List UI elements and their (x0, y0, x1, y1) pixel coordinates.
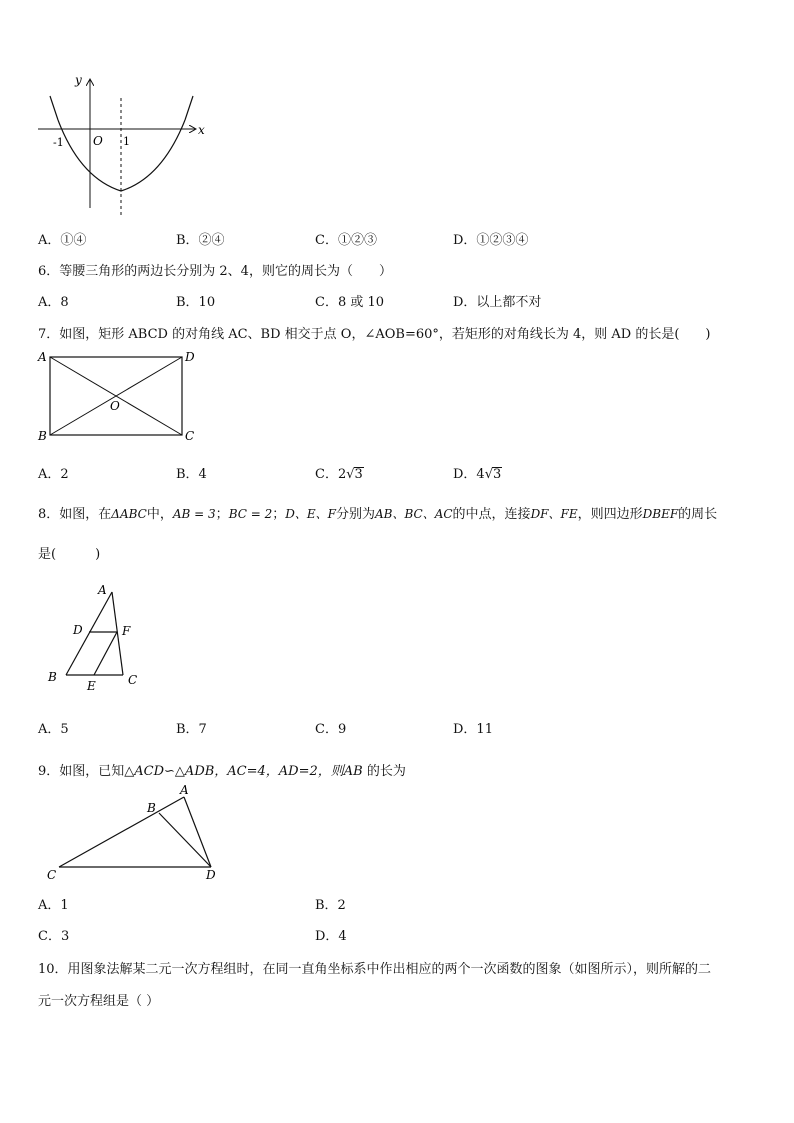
origin-label: O (93, 134, 103, 148)
q10-question-line1: 10．用图象法解某二元一次方程组时，在同一直角坐标系中作出相应的两个一次函数的图象（如图所示），则所解的二 (38, 962, 712, 977)
q5-option-b[interactable]: B．②④ (176, 233, 225, 248)
vertex-c-label: C (47, 868, 57, 882)
vertex-b-label: B (38, 429, 47, 443)
q10-question-line2: 元一次方程组是（ ） (38, 994, 160, 1009)
segment-fe (94, 632, 117, 675)
q8-question-line1: 8．如图，在ΔABC中，AB = 3；BC = 2；D、E、F分别为AB、BC、AC的中点，连接DF、FE，则四边形DBEF的周长 (38, 507, 718, 522)
one-label: 1 (123, 135, 130, 148)
q5-option-a[interactable]: A．①④ (38, 233, 87, 248)
sqrt-radicand: 3 (493, 467, 502, 482)
q9-option-c[interactable]: C．3 (38, 929, 70, 944)
q6-option-d[interactable]: D．以上都不对 (453, 295, 542, 310)
point-f-label: F (122, 624, 131, 638)
q7-option-c[interactable]: C．2√3 (315, 467, 363, 482)
q9-question: 9．如图，已知△ACD∽△ADB，AC=4，AD=2，则AB 的长为 (38, 764, 406, 779)
q6-option-a[interactable]: A．8 (38, 295, 69, 310)
q5-option-c[interactable]: C．①②③ (315, 233, 377, 248)
vertex-a-label: A (180, 783, 189, 797)
neg-one-label: -1 (53, 136, 64, 149)
vertex-d-label: D (206, 868, 216, 882)
q9-triangle-figure (40, 780, 240, 885)
point-o-label: O (110, 399, 120, 413)
q8-option-b[interactable]: B．7 (176, 722, 207, 737)
x-label: x (198, 123, 205, 137)
sqrt-symbol: √ (484, 467, 493, 482)
segment-bd (159, 813, 211, 867)
point-e-label: E (87, 679, 96, 692)
point-b-label: B (147, 801, 156, 815)
q7-rectangle-figure (34, 347, 204, 447)
q8-option-c[interactable]: C．9 (315, 722, 347, 737)
sqrt-symbol: √ (346, 467, 355, 482)
vertex-a-label: A (38, 350, 47, 364)
q6-option-c[interactable]: C．8 或 10 (315, 295, 385, 310)
q6-question: 6．等腰三角形的两边长分别为 2、4，则它的周长为（ ） (38, 264, 392, 279)
vertex-d-label: D (185, 350, 195, 364)
q9-option-d[interactable]: D．4 (315, 929, 347, 944)
q8-option-d[interactable]: D．11 (453, 722, 493, 737)
q8-option-a[interactable]: A．5 (38, 722, 69, 737)
q7-option-d[interactable]: D．4√3 (453, 467, 502, 482)
y-label: y (75, 73, 82, 87)
q7-option-b[interactable]: B．4 (176, 467, 207, 482)
vertex-a-label: A (98, 583, 107, 597)
sqrt-radicand: 3 (354, 467, 363, 482)
point-d-label: D (73, 623, 83, 637)
q8-question-line2: 是( ) (38, 547, 101, 562)
q5-option-d[interactable]: D．①②③④ (453, 233, 529, 248)
q9-option-b[interactable]: B．2 (315, 898, 346, 913)
q6-option-b[interactable]: B．10 (176, 295, 216, 310)
vertex-c-label: C (128, 673, 138, 687)
q7-option-a[interactable]: A．2 (38, 467, 69, 482)
q7-question: 7．如图，矩形 ABCD 的对角线 AC、BD 相交于点 O，∠AOB=60°，若矩形的对角线长为 4，则 AD 的长是( ) (38, 327, 711, 342)
side-ad (184, 797, 211, 867)
q9-option-a[interactable]: A．1 (38, 898, 69, 913)
q5-parabola-graph (30, 68, 215, 218)
vertex-b-label: B (48, 670, 57, 684)
side-ca (59, 797, 184, 867)
q8-triangle-figure (40, 580, 150, 692)
vertex-c-label: C (185, 429, 195, 443)
